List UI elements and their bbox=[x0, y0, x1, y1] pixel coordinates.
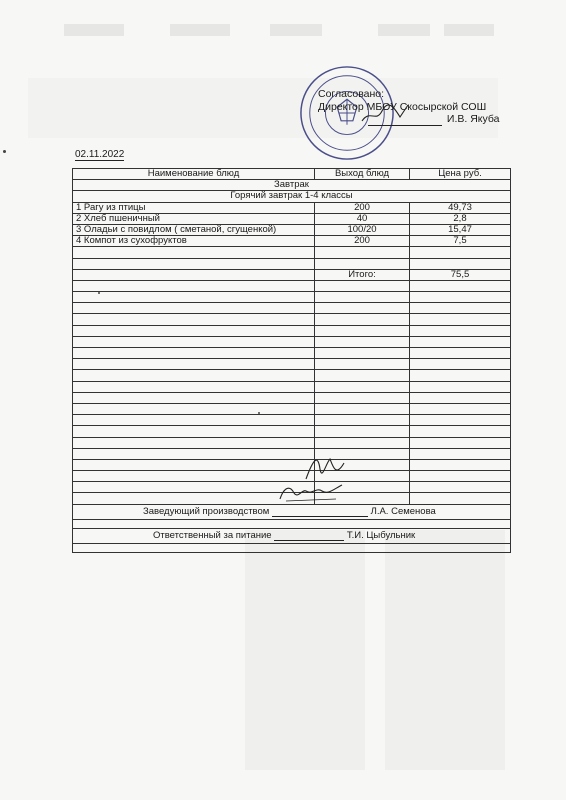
dish-price: 49,73 bbox=[410, 202, 511, 213]
dish-output: 100/20 bbox=[315, 224, 410, 235]
empty-row bbox=[73, 292, 511, 303]
head-signature-row bbox=[73, 504, 511, 519]
empty-row bbox=[73, 426, 511, 437]
empty-row bbox=[73, 392, 511, 403]
dish-name: 3 Оладьи с повидлом ( сметаной, сгущенкой) bbox=[73, 224, 315, 235]
document-date: 02.11.2022 bbox=[75, 149, 125, 160]
dish-output: 200 bbox=[315, 236, 410, 247]
dish-price: 7,5 bbox=[410, 236, 511, 247]
dish-name: 1 Рагу из птицы bbox=[73, 202, 315, 213]
dish-name: 2 Хлеб пшеничный bbox=[73, 213, 315, 224]
resp-signature-row bbox=[73, 528, 511, 543]
head-signature-line bbox=[272, 516, 368, 517]
header-dish-name: Наименование блюд bbox=[73, 169, 315, 180]
empty-row bbox=[73, 336, 511, 347]
resp-label: Ответственный за питание bbox=[153, 529, 272, 541]
empty-row bbox=[73, 325, 511, 336]
empty-row bbox=[73, 437, 511, 448]
dish-output: 40 bbox=[315, 213, 410, 224]
empty-row bbox=[73, 359, 511, 370]
header-price: Цена руб. bbox=[410, 169, 511, 180]
empty-row bbox=[73, 303, 511, 314]
table-row bbox=[73, 213, 511, 224]
table-row bbox=[73, 202, 511, 213]
empty-row bbox=[73, 448, 511, 459]
empty-row bbox=[73, 247, 511, 258]
approval-position: Директор МБОУ Скосырской СОШ bbox=[318, 100, 487, 113]
total-row bbox=[73, 269, 511, 280]
head-label: Заведующий производством bbox=[143, 505, 270, 517]
resp-name: Т.И. Цыбульник bbox=[346, 529, 416, 541]
head-name: Л.А. Семенова bbox=[370, 505, 436, 517]
empty-row bbox=[73, 348, 511, 359]
empty-row bbox=[73, 258, 511, 269]
approval-signatory: И.В. Якуба bbox=[446, 113, 500, 125]
scan-speck bbox=[3, 150, 6, 153]
resp-handwritten-signature bbox=[276, 481, 346, 503]
meal-title: Завтрак bbox=[73, 180, 511, 191]
scan-speck bbox=[98, 292, 100, 294]
empty-row bbox=[73, 415, 511, 426]
table-row bbox=[73, 236, 511, 247]
total-label: Итого: bbox=[315, 269, 410, 280]
approval-label: Согласовано: bbox=[318, 88, 385, 100]
head-handwritten-signature bbox=[300, 453, 348, 483]
empty-row bbox=[73, 314, 511, 325]
director-signature bbox=[360, 103, 410, 125]
meal-subtitle: Горячий завтрак 1-4 классы bbox=[73, 191, 511, 202]
empty-row bbox=[73, 403, 511, 414]
empty-row bbox=[73, 381, 511, 392]
dish-price: 2,8 bbox=[410, 213, 511, 224]
total-value: 75,5 bbox=[410, 269, 511, 280]
empty-row bbox=[73, 280, 511, 291]
empty-row bbox=[73, 370, 511, 381]
table-header-row bbox=[73, 169, 511, 180]
table-row bbox=[73, 224, 511, 235]
dish-name: 4 Компот из сухофруктов bbox=[73, 236, 315, 247]
resp-signature-line bbox=[274, 540, 344, 541]
dish-price: 15,47 bbox=[410, 224, 511, 235]
scan-speck bbox=[258, 412, 260, 414]
header-output: Выход блюд bbox=[315, 169, 410, 180]
empty-row bbox=[73, 459, 511, 470]
dish-output: 200 bbox=[315, 202, 410, 213]
